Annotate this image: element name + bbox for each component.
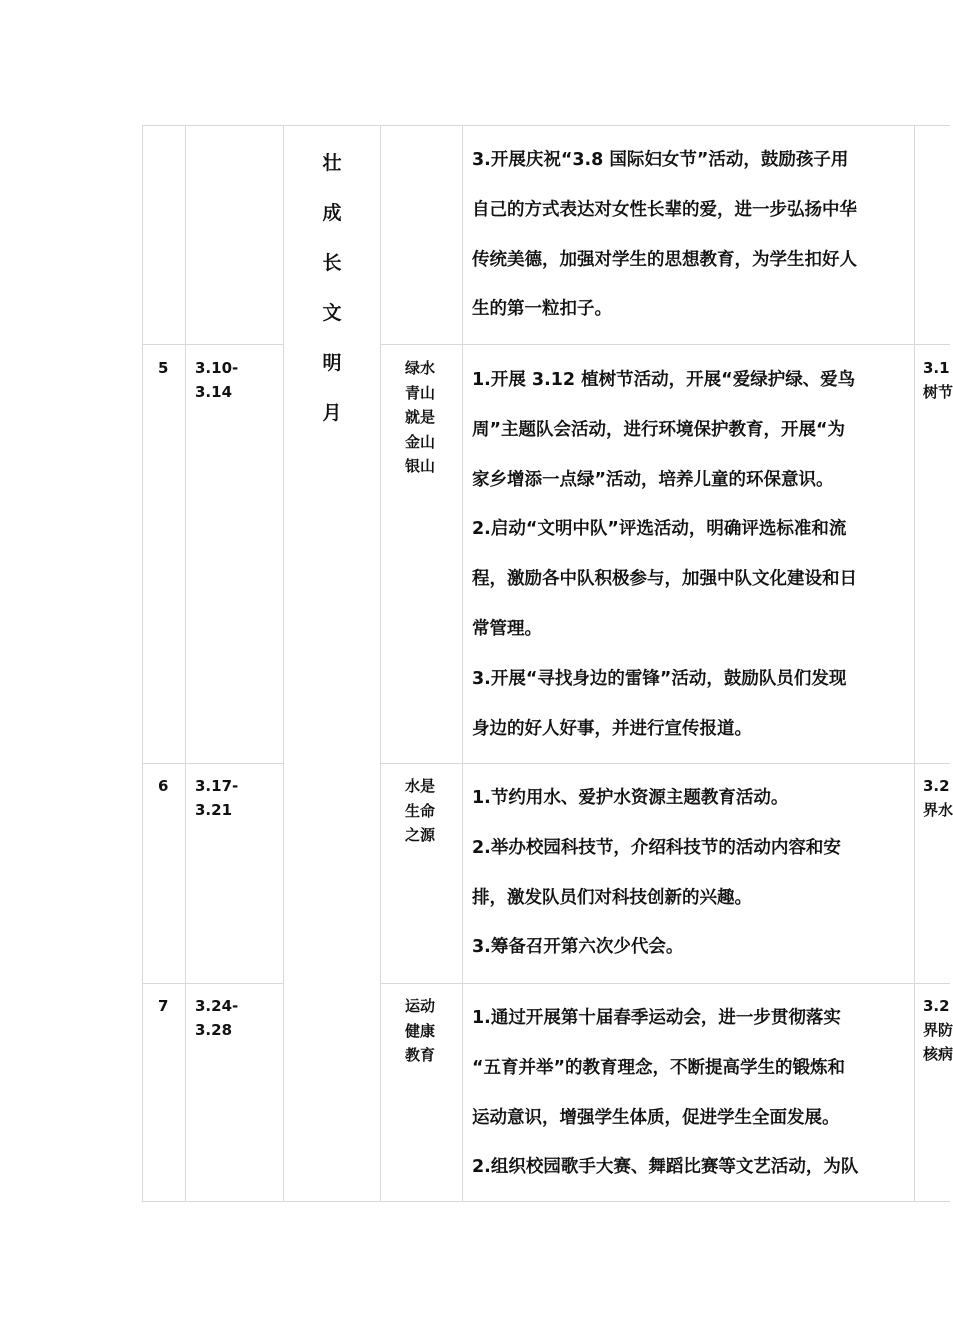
date-line: 3.24-: [195, 997, 239, 1015]
row-divider: [380, 983, 950, 984]
key-dates-line: 3.1: [923, 359, 950, 377]
content-line: 1.节约用水、爱护水资源主题教育活动。: [472, 788, 789, 808]
content-line: 2.组织校园歌手大赛、舞蹈比赛等文艺活动，为队: [472, 1157, 859, 1178]
week-theme: [405, 356, 435, 479]
content-line: 1.通过开展第十届春季运动会，进一步贯彻落实: [472, 1008, 841, 1028]
theme-month-char: 明: [322, 352, 342, 374]
content-line: 运动意识，增强学生体质，促进学生全面发展。: [472, 1107, 840, 1128]
theme-line: 青山: [405, 383, 436, 402]
theme-month-char: 长: [322, 252, 342, 274]
column-divider: [283, 125, 284, 1202]
week-theme: [405, 774, 435, 848]
theme-line: 金山: [405, 432, 436, 451]
row-divider: [142, 763, 283, 764]
date-line: 3.17-: [195, 777, 239, 795]
key-dates-line: 界水: [923, 801, 953, 819]
content-line: 3.开展庆祝“3.8 国际妇女节”活动，鼓励孩子用: [472, 150, 849, 170]
content-line: 3.筹备召开第六次少代会。: [472, 937, 684, 958]
table-border-bottom: [142, 1201, 950, 1202]
week-number: 6: [158, 777, 169, 795]
content-line: 程，激励各中队积极参与，加强中队文化建设和日: [472, 569, 857, 590]
content-line: 常管理。: [472, 618, 542, 639]
content-line: 家乡增添一点绿”活动，培养儿童的环保意识。: [472, 469, 834, 490]
date-range: [195, 774, 238, 822]
theme-line: 水是: [405, 777, 436, 795]
theme-line: 绿水: [405, 359, 436, 377]
theme-line: 生命: [405, 801, 436, 820]
theme-line: 健康: [405, 1021, 436, 1040]
date-line: 3.10-: [195, 359, 239, 377]
theme-line: 教育: [405, 1046, 436, 1064]
key-dates-line: 核病: [923, 1045, 953, 1063]
theme-month-char: 成: [322, 202, 342, 224]
content-line: 2.举办校园科技节，介绍科技节的活动内容和安: [472, 837, 841, 858]
key-dates-line: 界防: [923, 1021, 953, 1039]
key-dates-line: 3.2: [923, 777, 950, 795]
activity-content: [472, 774, 841, 973]
content-line: 生的第一粒扣子。: [472, 299, 612, 320]
column-divider: [185, 125, 186, 1202]
date-line: 3.28: [195, 1021, 233, 1039]
date-range: [195, 356, 238, 404]
theme-month-char: 月: [322, 402, 342, 424]
theme-line: 之源: [405, 826, 436, 844]
week-theme: [405, 994, 435, 1068]
activity-content: [472, 136, 857, 335]
key-dates-line: 3.2: [923, 997, 950, 1015]
content-line: 3.开展“寻找身边的雷锋”活动，鼓励队员们发现: [472, 668, 847, 689]
week-number: 5: [158, 359, 169, 377]
content-line: 1.开展 3.12 植树节活动，开展“爱绿护绿、爱鸟: [472, 370, 856, 390]
content-line: 2.启动“文明中队”评选活动，明确评选标准和流: [472, 519, 847, 540]
theme-month-char: 壮: [322, 152, 342, 174]
row-divider: [380, 344, 950, 345]
content-line: 身边的好人好事，并进行宣传报道。: [472, 718, 752, 739]
theme-line: 银山: [405, 457, 436, 475]
week-number: 7: [158, 997, 169, 1015]
theme-line: 就是: [405, 408, 436, 426]
date-range: [195, 994, 238, 1042]
date-line: 3.21: [195, 801, 233, 819]
content-line: 传统美德，加强对学生的思想教育，为学生扣好人: [472, 249, 857, 270]
row-divider: [380, 763, 950, 764]
key-dates-cell: [923, 774, 953, 822]
activity-content: [472, 994, 858, 1193]
content-line: “五育并举”的教育理念，不断提高学生的锻炼和: [472, 1057, 846, 1078]
column-divider: [462, 125, 463, 1202]
table-border-top: [142, 125, 950, 126]
date-line: 3.14: [195, 383, 233, 401]
column-divider: [914, 125, 915, 1202]
content-line: 排，激发队员们对科技创新的兴趣。: [472, 887, 752, 908]
theme-month-char: 文: [322, 302, 342, 324]
key-dates-cell: [923, 994, 953, 1066]
key-dates-cell: [923, 356, 953, 404]
row-divider: [142, 344, 283, 345]
column-divider: [380, 125, 381, 1202]
row-divider: [142, 983, 283, 984]
theme-line: 运动: [405, 997, 436, 1015]
key-dates-line: 树节: [923, 383, 953, 401]
content-line: 自己的方式表达对女性长辈的爱，进一步弘扬中华: [472, 199, 857, 220]
activity-content: [472, 356, 857, 754]
content-line: 周”主题队会活动，进行环境保护教育，开展“为: [472, 419, 846, 440]
column-divider: [142, 125, 143, 1202]
